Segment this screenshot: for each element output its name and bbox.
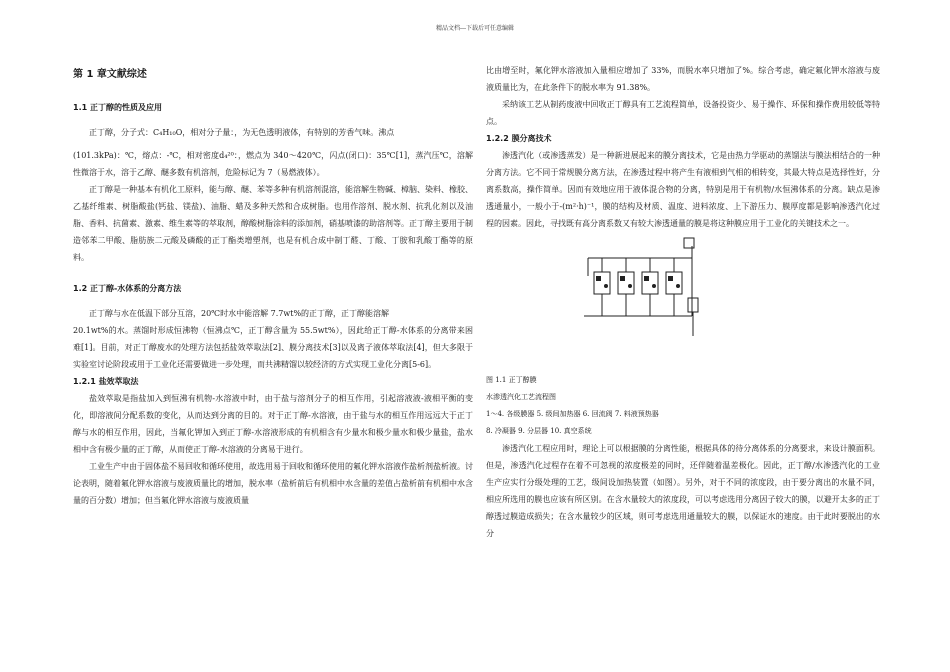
- paragraph: 正丁醇与水在低温下部分互溶，20℃时水中能溶解 7.7wt%的正丁醇，正丁醇能溶解: [89, 309, 390, 318]
- process-diagram: [580, 236, 700, 346]
- paragraph: 盐效萃取是指盐加入到恒沸有机物-水溶液中时，由于盐与溶剂分子的相互作用，引起溶液液-液相平衡的变化，即溶液间分配系数的变化，从而达到分离的目的。对于正丁醇-水溶液，由于盐与水的相互作用远远大于正丁醇与水的相互作用，因此，当氟化钾加入到正丁醇-水溶液形成的有机相含有少量水和极少量水和极少量盐，盐水相中含有极少量的正丁醇，从而使正丁醇-水溶液的分离易于进行。: [73, 394, 473, 454]
- chapter-title: 第 1 章文献综述: [73, 69, 147, 80]
- section-1-1-title: 1.1 正丁醇的性质及应用: [73, 103, 162, 112]
- figure-caption: 图 1.1 正丁醇膜: [486, 376, 537, 384]
- paragraph: 正丁醇是一种基本有机化工原料，能与醇、醚、苯等多种有机溶剂混溶，能溶解生物碱、樟脑、染料、橡胶、乙基纤维素、树脂酸盐(钙盐、镁盐)、油脂、蜡及多种天然和合成树脂。也用作溶剂、脱水剂、抗乳化剂以及油脂、香料、抗菌素、激素、维生素等的萃取剂，醇酸树脂涂料的添加剂，硝基喷漆的助溶剂等。正丁醇主要用于制造邻苯二甲酸、脂肪族二元酸及磷酸的正丁酯类增塑剂，也是有机合成中制丁醛、丁酸、丁胺和乳酸丁酯等的原料。: [73, 185, 473, 262]
- section-1-2-1-title: 1.2.1 盐效萃取法: [73, 377, 139, 386]
- paragraph: 渗透汽化工程应用时，理论上可以根据膜的分离性能，根据具体的待分离体系的分离要求，来设计膜面积。但是，渗透汽化过程存在着不可忽视的浓度极差的同时，还伴随着温差极化。因此，正丁醇/水渗透汽化的工业生产应实行分级处理的工艺，级间设加热装置（如图）。另外，对于不同的浓度段，由于要分离出的水量不同，相应所选用的膜也应该有所区别。在含水量较大的浓度段，可以考虑选用分离因子较大的膜，以避开太多的正丁醇透过膜造成损失；在含水量较少的区域，则可考虑选用通量较大的膜，以保证水的速度。由于此时要脱出的水分: [486, 444, 880, 538]
- section-1-2-2-title: 1.2.2 膜分离技术: [486, 134, 552, 143]
- paragraph: (101.3kPa)：℃，熔点：-℃，相对密度d₄²⁰：，燃点为 340～420℃，闪点(闭口)：35℃[1]，蒸汽压℃，溶解性微溶于水，溶于乙醇、醚多数有机溶剂，危险标记为 7（易燃液体）。: [73, 151, 473, 177]
- page-header: 精品文档---下载后可任意编辑: [435, 25, 515, 32]
- paragraph: 正丁醇，分子式：C₄H₁₀O，相对分子量：，为无色透明液体，有特别的芳香气味。沸点: [89, 128, 395, 137]
- process-flow-figure: [486, 232, 880, 372]
- paragraph: 比由增至时，氟化钾水溶液加入量相应增加了 33%，而脱水率只增加了%。综合考虑，确定氟化钾水溶液与废液质量比为，在此条件下的脱水率为 91.38%。: [486, 66, 880, 92]
- right-column: [486, 62, 880, 542]
- section-1-2-title: 1.2 正丁醇-水体系的分离方法: [73, 284, 182, 293]
- figure-legend-line-1: 1～4. 各级膜器 5. 级间加热器 6. 回流阀 7. 料液预热器: [486, 410, 659, 418]
- figure-legend-line-2: 8. 冷凝器 9. 分层器 10. 真空系统: [486, 427, 592, 435]
- paragraph: 采纳该工艺从制药废液中回收正丁醇具有工艺流程简单，设备投资少、易于操作、环保和操作费用较低等特点。: [486, 100, 880, 126]
- paragraph: 工业生产中由于固体盐不易回收和循环使用，故选用易于回收和循环使用的氟化钾水溶液作盐析剂盐析液。讨论表明，随着氟化钾水溶液与废液质量比的增加，脱水率（盐析前后有机相中水含量的差值占盐析前有机相中水含量的百分数）增加；但当氟化钾水溶液与废液质量: [73, 462, 473, 505]
- paragraph: 渗透汽化（或渗透蒸发）是一种新进展起来的膜分离技术，它是由热力学驱动的蒸馏法与膜法相结合的一种分离方法。它不同于常规膜分离方法，在渗透过程中将产生有液相到气相的相转变，其最大特点是选择性好，分离系数高，操作简单。因而有效地应用于液体混合物的分离，特别是用于有机物/水恒沸体系的分离。缺点是渗透通量小，一般小于-(m²·h)⁻¹，膜的结构及材质、温度、进料浓度、上下游压力、膜厚度都是影响渗透汽化过程的因素。因此，寻找既有高分离系数又有较大渗透通量的膜是将这种膜应用于工业化的关键技术之一。: [486, 151, 880, 228]
- figure-caption-continued: 水渗透汽化工艺流程图: [486, 393, 556, 401]
- paragraph: 20.1wt%的水。蒸馏时形成恒沸物（恒沸点℃，正丁醇含量为 55.5wt%），因此给正丁醇-水体系的分离带来困难[1]。目前，对正丁醇废水的处理方法包括盐效萃取法[2]、膜分离技术[3]以及离子液体萃取法[4]，但大多限于实验室讨论阶段或用于工业化还需要做进一步处理，而共沸精馏以较经济的方式实现工业化分离[5-6]。: [73, 326, 473, 369]
- left-column: [73, 62, 473, 509]
